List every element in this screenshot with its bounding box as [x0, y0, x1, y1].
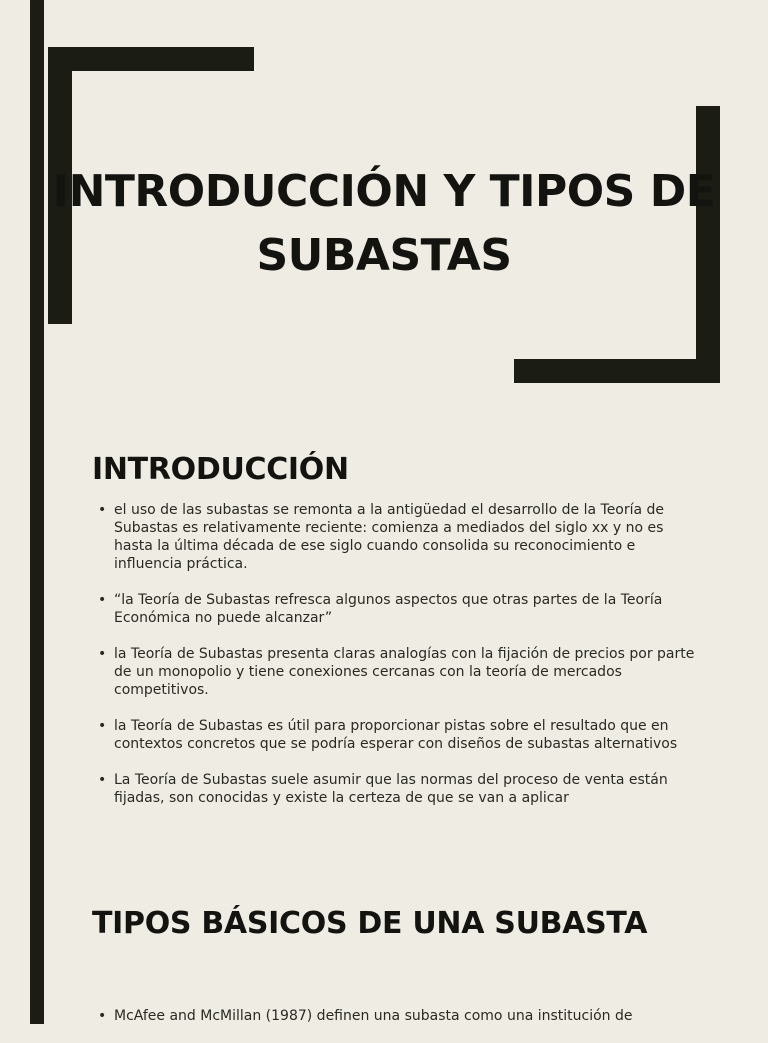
bullet-text: la Teoría de Subastas presenta claras analogías con la fijación de precios por parte de un monopolio y tiene conexiones cercanas con la teoría de mercados competitivos.: [114, 646, 695, 698]
bullet-text: “la Teoría de Subastas refresca algunos aspectos que otras partes de la Teoría Económica no puede alcanzar”: [114, 592, 663, 626]
bullet-text: McAfee and McMillan (1987) definen una subasta como una institución de: [114, 1008, 633, 1024]
list-item: [98, 771, 698, 807]
frame-corner-bottom-right-horizontal: [514, 359, 720, 383]
bullet-text: la Teoría de Subastas es útil para proporcionar pistas sobre el resultado que en contextos concretos que se podría esperar con diseños de subastas alternativos: [114, 718, 678, 752]
bullet-icon: •: [98, 718, 107, 734]
bullet-text: La Teoría de Subastas suele asumir que las normas del proceso de venta están fijadas, son conocidas y existe la certeza de que se van a aplicar: [114, 772, 668, 806]
bullet-icon: •: [98, 1008, 107, 1024]
left-vertical-bar: [30, 0, 44, 1024]
list-item: [98, 645, 698, 699]
list-item: [98, 591, 698, 627]
section-heading-tipos: TIPOS BÁSICOS DE UNA SUBASTA: [92, 906, 648, 941]
list-item: [98, 717, 698, 753]
frame-corner-top-left-horizontal: [48, 47, 254, 71]
bullet-icon: •: [98, 592, 107, 608]
list-item: [98, 501, 698, 573]
bullet-text: el uso de las subastas se remonta a la antigüedad el desarrollo de la Teoría de Subastas es relativamente reciente: comienza a mediados del siglo xx y no es hasta la última década de ese siglo cuando consolida su reconocimiento e influencia práctica.: [114, 502, 665, 572]
page-title: INTRODUCCIÓN Y TIPOS DE SUBASTAS: [52, 166, 716, 281]
tipos-bullet-list: [98, 1007, 698, 1043]
section-heading-introduccion: INTRODUCCIÓN: [92, 452, 349, 487]
introduccion-bullet-list: [98, 501, 698, 825]
bullet-icon: •: [98, 646, 107, 662]
bullet-icon: •: [98, 502, 107, 518]
bullet-icon: •: [98, 772, 107, 788]
list-item: [98, 1007, 698, 1025]
